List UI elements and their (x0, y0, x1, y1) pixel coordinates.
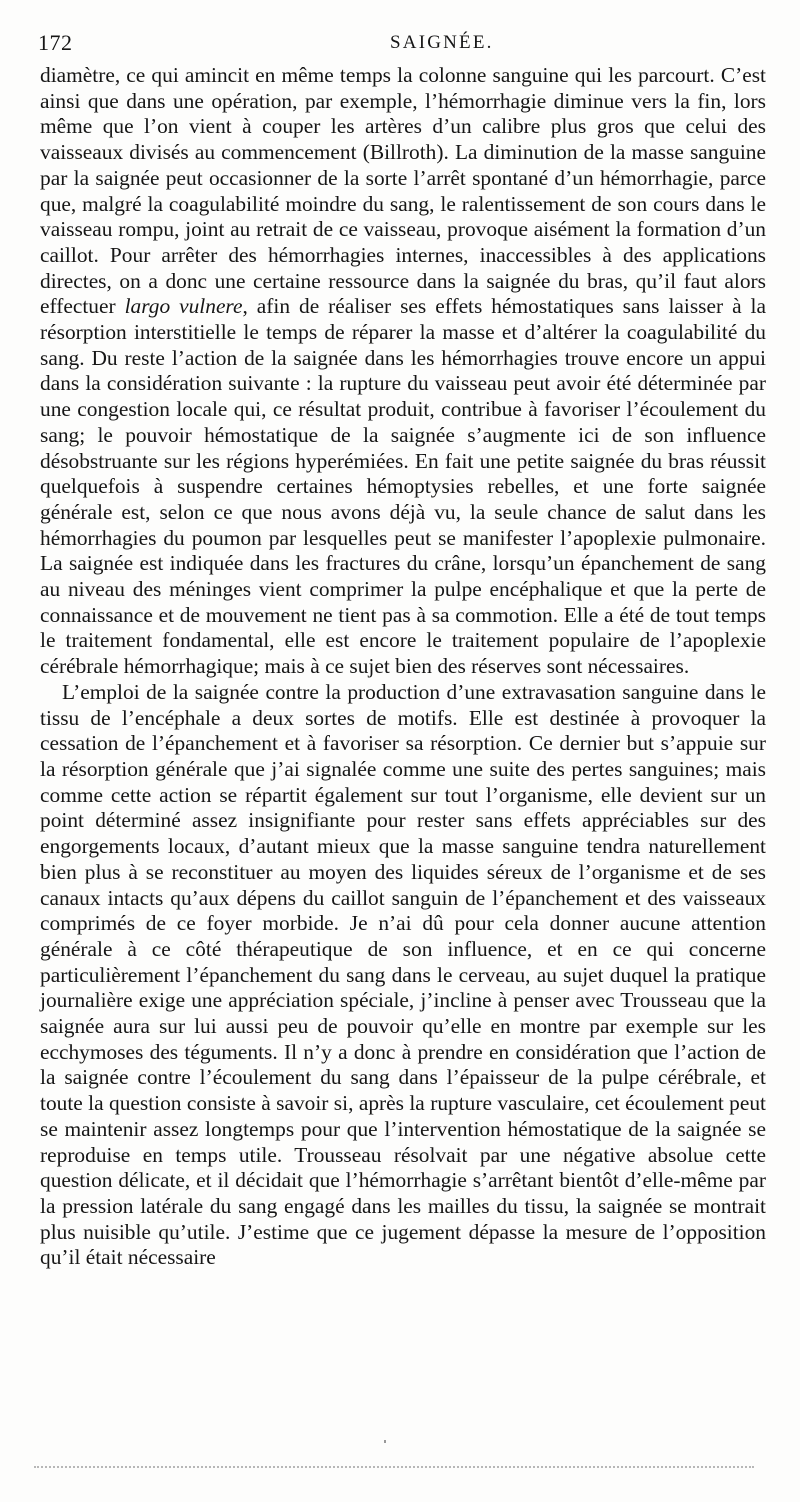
footer-speck (384, 1440, 386, 1443)
running-title: SAIGNÉE. (390, 32, 494, 53)
italic-latin-phrase: largo vulnere (124, 294, 243, 319)
footer-rule (34, 1466, 754, 1468)
paragraph-1-text-start: diamètre, ce qui amincit en même temps la colonne sanguine qui les parcourt. C’est ainsi que dans une opération, par exemple, l’hémorrhagie diminue vers la fin, lors même que l’on vient à couper les artères d’un calibre plus gros que celui des vaisseaux divisés au commencement (Billroth). La diminution de la masse sanguine par la saignée peut occasionner de la sorte l’arrêt spontané d’un hémorrhagie, parce que, malgré la coagulabilité moindre du sang, le ralentissement de son cours dans le vaisseau rompu, joint au retrait de ce vaisseau, provoque aisément la formation d’un caillot. Pour arrêter des hémorrhagies internes, inaccessibles à des applications directes, on a donc une certaine ressource dans la saignée du bras, qu’il faut alors effectuer (40, 63, 766, 319)
page-number: 172 (38, 30, 73, 55)
paragraph-1-text-end: , afin de réaliser ses effets hémostatiques sans laisser à la résorption interstitielle le temps de réparer la masse et d’altérer la coagulabilité du sang. Du reste l’action de la saignée dans les hémorrhagies trouve encore un appui dans la considération suivante : la rupture du vaisseau peut avoir été déterminée par une congestion locale qui, ce résultat produit, contribue à favoriser l’écoulement du sang; le pouvoir hémostatique de la saignée s’augmente ici de son influence désobstruante sur les régions hyperémiées. En fait une petite saignée du bras réussit quelquefois à suspendre certaines hémoptysies rebelles, et une forte saignée générale est, selon ce que nous avons déjà vu, la seule chance de salut dans les hémorrhagies du poumon par lesquelles peut se manifester l’apoplexie pulmonaire. La saignée est indiquée dans les fractures du crâne, lorsqu’un épanchement de sang au niveau des méninges vient comprimer la pulpe encéphalique et que la perte de connaissance et de mouvement ne tient pas à sa commotion. Elle a été de tout temps le traitement fondamental, elle est encore le traitement populaire de l’apoplexie cérébrale hémorrhagique; mais à ce sujet bien des réserves sont nécessaires. (40, 294, 766, 679)
body-text (40, 63, 766, 1271)
paragraph-1 (40, 63, 766, 680)
page-header (38, 30, 768, 58)
paragraph-2: L’emploi de la saignée contre la production d’une extravasation sanguine dans le tissu de l’encéphale a deux sortes de motifs. Elle est destinée à provoquer la cessation de l’épanchement et à favoriser sa résorption. Ce dernier but s’appuie sur la résorption générale que j’ai signalée comme une suite des pertes sanguines; mais comme cette action se répartit également sur tout l’organisme, elle devient sur un point déterminé assez insignifiante pour rester sans effets appréciables sur des engorgements locaux, d’autant mieux que la masse sanguine tendra naturellement bien plus à se reconstituer au moyen des liquides séreux de l’organisme et de ses canaux intacts qu’aux dépens du caillot sanguin de l’épanchement et des vaisseaux comprimés de ce foyer morbide. Je n’ai dû pour cela donner aucune attention générale à ce côté thérapeutique de son influence, et en ce qui concerne particulièrement l’épanchement du sang dans le cerveau, au sujet duquel la pratique journalière exige une appréciation spéciale, j’incline à penser avec Trousseau que la saignée aura sur lui aussi peu de pouvoir qu’elle en montre par exemple sur les ecchymoses des téguments. Il n’y a donc à prendre en considération que l’action de la saignée contre l’écoulement du sang dans l’épaisseur de la pulpe cérébrale, et toute la question consiste à savoir si, après la rupture vasculaire, cet écoulement peut se maintenir assez longtemps pour que l’intervention hémostatique de la saignée se reproduise en temps utile. Trousseau résolvait par une négative absolue cette question délicate, et il décidait que l’hémorrhagie s’arrêtant bientôt d’elle-même par la pression latérale du sang engagé dans les mailles du tissu, la saignée se montrait plus nuisible qu’utile. J’estime que ce jugement dépasse la mesure de l’opposition qu’il était nécessaire (40, 679, 766, 1270)
